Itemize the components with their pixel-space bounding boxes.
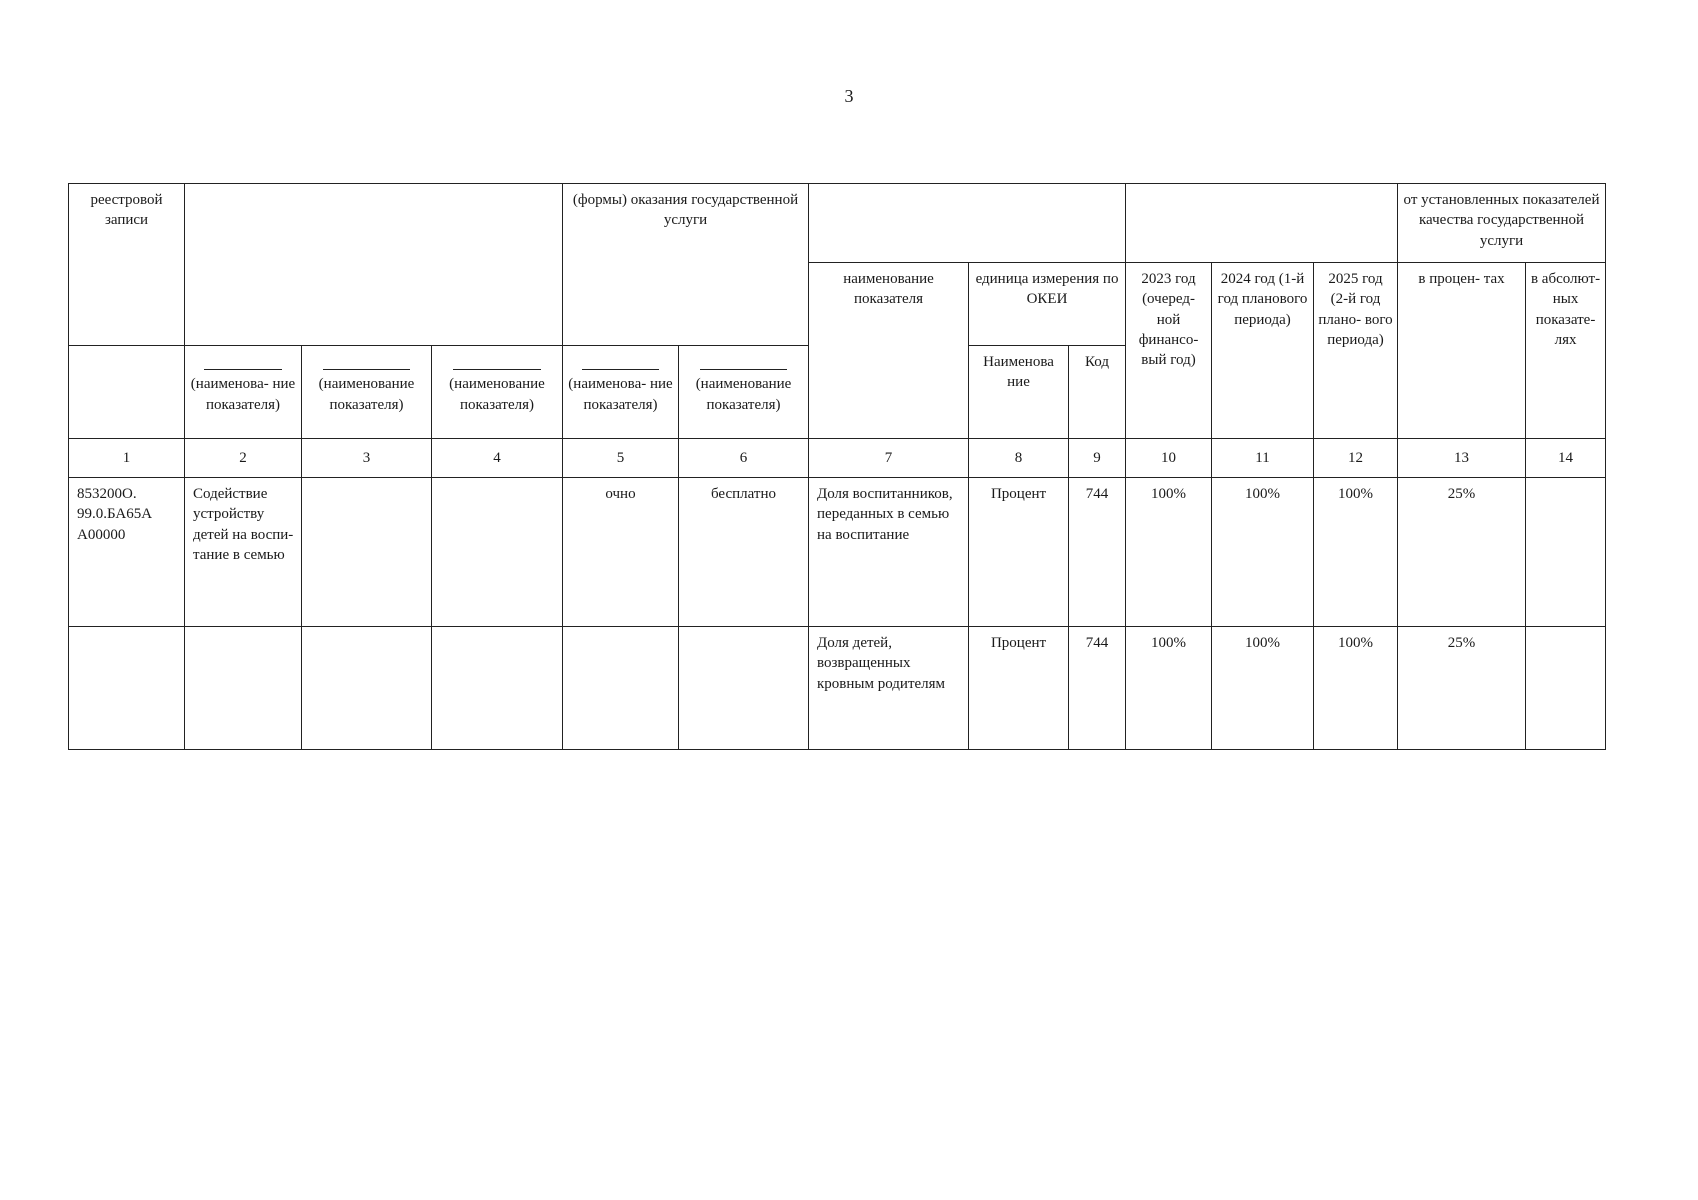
value-2024: 100% (1212, 478, 1314, 627)
header-indicator-blank (809, 184, 1126, 263)
value-2025: 100% (1314, 478, 1398, 627)
column-number: 10 (1126, 439, 1212, 478)
header-indicator-name: наименование показателя (809, 263, 969, 439)
column-number: 13 (1398, 439, 1526, 478)
column-number: 7 (809, 439, 969, 478)
header-subindicator-5: (наименова- ние показателя) (563, 346, 679, 439)
header-subindicator-3: (наименование показателя) (302, 346, 432, 439)
quality-indicators-table (68, 183, 1606, 750)
service-payment: бесплатно (679, 478, 809, 627)
header-deviation-absolute: в абсолют- ных показате- лях (1526, 263, 1606, 439)
header-registry-blank (69, 346, 185, 439)
column-number: 11 (1212, 439, 1314, 478)
column-number: 1 (69, 439, 185, 478)
column-number: 3 (302, 439, 432, 478)
header-unit-okei: единица измерения по ОКЕИ (969, 263, 1126, 346)
service-content (185, 627, 302, 750)
column-number: 9 (1069, 439, 1126, 478)
header-content-blank (185, 184, 563, 346)
header-registry: реестровой записи (69, 184, 185, 346)
column-number: 14 (1526, 439, 1606, 478)
indicator-name: Доля детей, возвращенных кровным родителям (809, 627, 969, 750)
header-unit-code: Код (1069, 346, 1126, 439)
header-subindicator-6: (наименование показателя) (679, 346, 809, 439)
header-row-top (69, 184, 1606, 263)
header-unit-name: Наименова ние (969, 346, 1069, 439)
unit-code: 744 (1069, 627, 1126, 750)
value-2023: 100% (1126, 627, 1212, 750)
empty-cell (432, 627, 563, 750)
value-2023: 100% (1126, 478, 1212, 627)
unit-code: 744 (1069, 478, 1126, 627)
header-deviation: от установленных показателей качества государственной услуги (1398, 184, 1606, 263)
table-row (69, 478, 1606, 627)
column-number: 5 (563, 439, 679, 478)
unit-name: Процент (969, 627, 1069, 750)
empty-cell (432, 478, 563, 627)
header-year-2024: 2024 год (1-й год планового периода) (1212, 263, 1314, 439)
value-2024: 100% (1212, 627, 1314, 750)
indicator-name: Доля воспитанников, переданных в семью на воспитание (809, 478, 969, 627)
header-year-2023: 2023 год (очеред- ной финансо- вый год) (1126, 263, 1212, 439)
registry-number (69, 627, 185, 750)
column-number: 6 (679, 439, 809, 478)
service-form (563, 627, 679, 750)
deviation-percent: 25% (1398, 627, 1526, 750)
page-number: 3 (844, 86, 854, 106)
header-deviation-percent: в процен- тах (1398, 263, 1526, 439)
column-number: 8 (969, 439, 1069, 478)
deviation-percent: 25% (1398, 478, 1526, 627)
header-subindicator-2: (наименова- ние показателя) (185, 346, 302, 439)
service-form: очно (563, 478, 679, 627)
header-year-2025: 2025 год (2-й год плано- вого периода) (1314, 263, 1398, 439)
registry-number: 853200О. 99.0.БА65А А00000 (69, 478, 185, 627)
service-payment (679, 627, 809, 750)
deviation-absolute (1526, 478, 1606, 627)
table-row (69, 627, 1606, 750)
value-2025: 100% (1314, 627, 1398, 750)
column-number: 4 (432, 439, 563, 478)
deviation-absolute (1526, 627, 1606, 750)
service-content: Содействие устройству детей на воспи- тание в семью (185, 478, 302, 627)
empty-cell (302, 478, 432, 627)
unit-name: Процент (969, 478, 1069, 627)
column-number: 2 (185, 439, 302, 478)
header-forms: (формы) оказания государственной услуги (563, 184, 809, 346)
empty-cell (302, 627, 432, 750)
column-number: 12 (1314, 439, 1398, 478)
header-years-blank (1126, 184, 1398, 263)
header-subindicator-4: (наименование показателя) (432, 346, 563, 439)
column-number-row (69, 439, 1606, 478)
